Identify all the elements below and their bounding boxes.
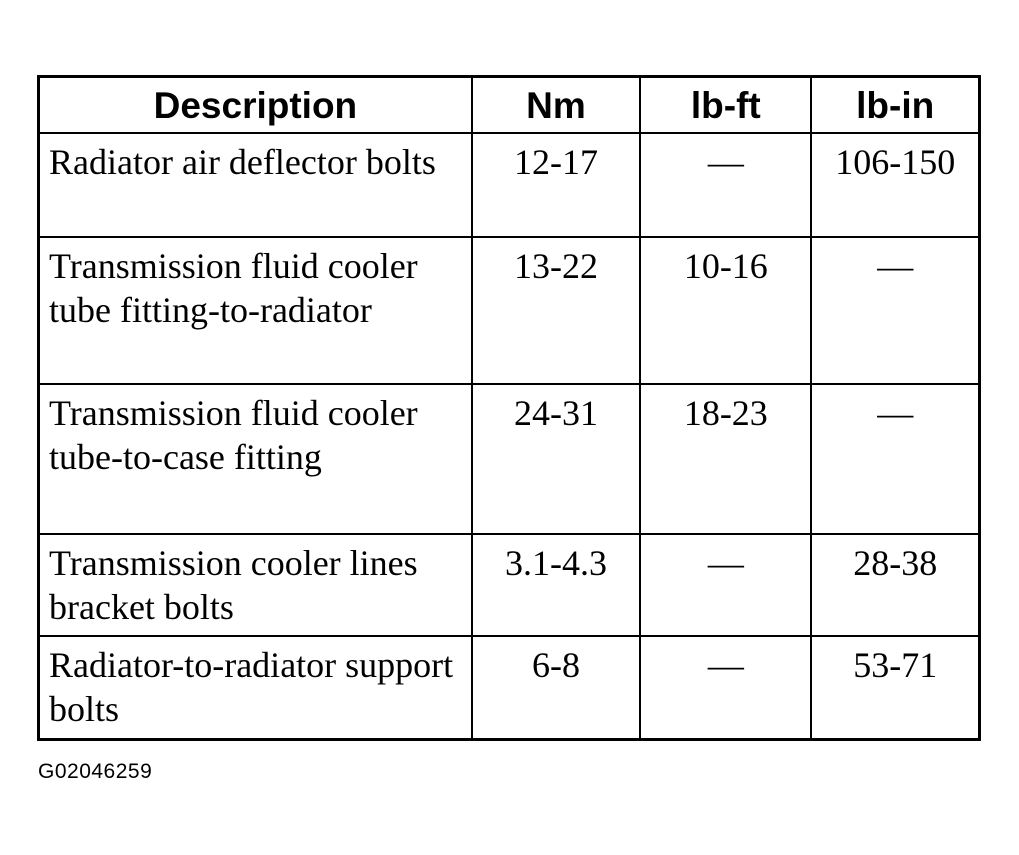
cell-lb-ft: 18-23 bbox=[640, 384, 811, 534]
cell-nm: 6-8 bbox=[472, 636, 640, 740]
cell-lb-ft: 10-16 bbox=[640, 237, 811, 384]
table-header-row bbox=[39, 77, 980, 134]
cell-lb-ft: — bbox=[640, 534, 811, 636]
cell-lb-in: — bbox=[811, 384, 979, 534]
cell-nm: 12-17 bbox=[472, 133, 640, 237]
table-row bbox=[39, 534, 980, 636]
cell-nm: 13-22 bbox=[472, 237, 640, 384]
header-lb-ft: lb-ft bbox=[640, 77, 811, 134]
cell-description: Radiator-to-radiator support bolts bbox=[39, 636, 472, 740]
cell-nm: 24-31 bbox=[472, 384, 640, 534]
cell-description: Transmission fluid cooler tube fitting-to-radiator bbox=[39, 237, 472, 384]
cell-lb-ft: — bbox=[640, 133, 811, 237]
cell-lb-ft: — bbox=[640, 636, 811, 740]
cell-lb-in: 28-38 bbox=[811, 534, 979, 636]
cell-description: Transmission cooler lines bracket bolts bbox=[39, 534, 472, 636]
figure-id: G02046259 bbox=[38, 760, 153, 783]
cell-nm: 3.1-4.3 bbox=[472, 534, 640, 636]
cell-lb-in: — bbox=[811, 237, 979, 384]
table-row bbox=[39, 384, 980, 534]
table-row bbox=[39, 133, 980, 237]
table-row bbox=[39, 636, 980, 740]
cell-description: Transmission fluid cooler tube-to-case fitting bbox=[39, 384, 472, 534]
cell-lb-in: 106-150 bbox=[811, 133, 979, 237]
header-lb-in: lb-in bbox=[811, 77, 979, 134]
cell-lb-in: 53-71 bbox=[811, 636, 979, 740]
torque-spec-table bbox=[37, 75, 981, 741]
cell-description: Radiator air deflector bolts bbox=[39, 133, 472, 237]
table-row bbox=[39, 237, 980, 384]
header-description: Description bbox=[39, 77, 472, 134]
header-nm: Nm bbox=[472, 77, 640, 134]
